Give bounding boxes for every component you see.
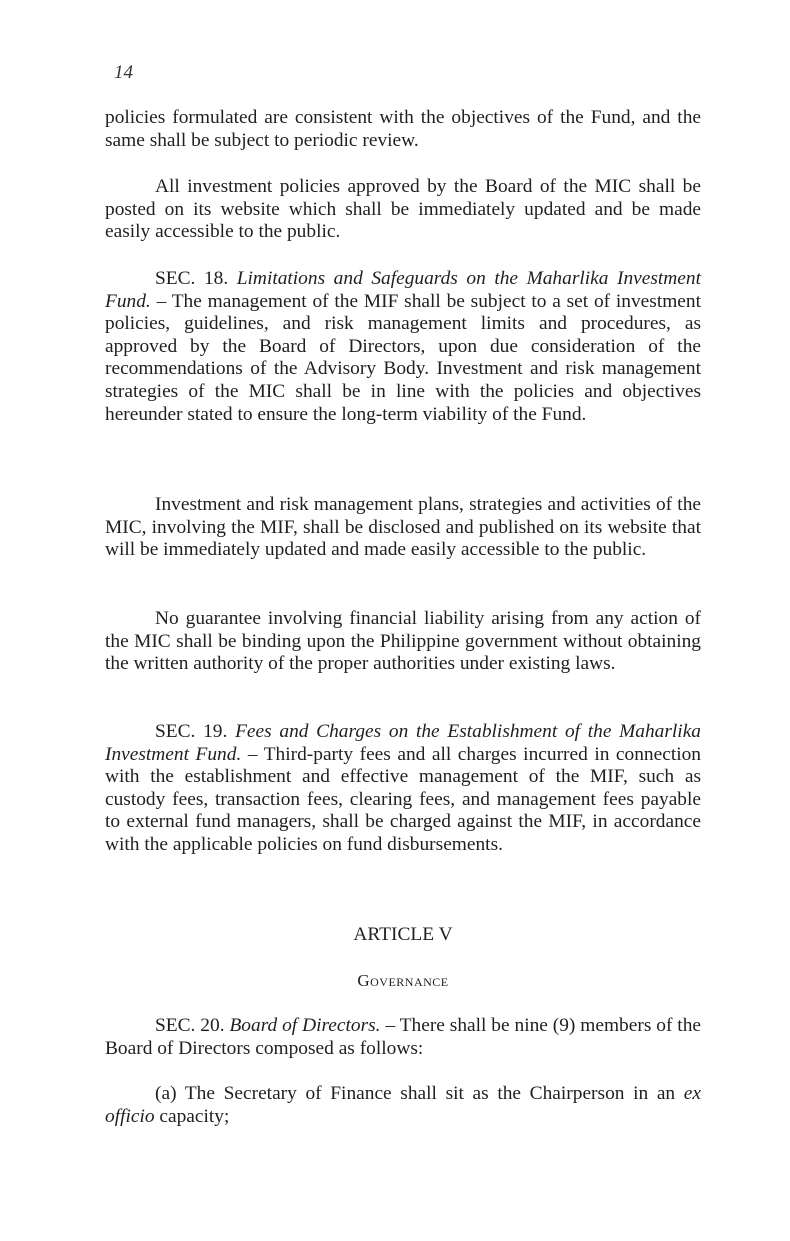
section-19-label: SEC. 19. bbox=[155, 721, 228, 742]
section-19-title: Fees and Charges on the Establishment of the Maharlika Investment Fund. bbox=[105, 721, 701, 765]
section-20 bbox=[105, 1015, 701, 1060]
section-20-label: SEC. 20. bbox=[155, 1015, 225, 1036]
paragraph-continuation: policies formulated are consistent with the objectives of the Fund, and the same shall be subject to periodic review. bbox=[105, 107, 701, 151]
list-item-a-text-end: capacity; bbox=[154, 1105, 230, 1127]
paragraph-guarantee: No guarantee involving financial liability arising from any action of the MIC shall be binding upon the Philippine government without obtaining the written authority of the proper authorities under existing laws. bbox=[105, 608, 701, 675]
page-number: 14 bbox=[114, 62, 133, 83]
section-19-body: – Third-party fees and all charges incurred in connection with the establishment and effective management of the MIF, such as custody fees, transaction fees, clearing fees, and management fees payable to external fund managers, shall be charged against the MIF, in accordance with the applicable policies on fund disbursements. bbox=[105, 743, 701, 855]
article-subheading: Governance bbox=[357, 971, 449, 990]
article-heading: ARTICLE V bbox=[353, 924, 453, 945]
section-19 bbox=[105, 721, 701, 857]
section-20-body: – There shall be nine (9) members of the Board of Directors composed as follows: bbox=[105, 1015, 701, 1059]
list-item-a-text: The Secretary of Finance shall sit as the Chairperson in an bbox=[176, 1083, 684, 1104]
list-item-a-marker: (a) bbox=[155, 1083, 177, 1104]
paragraph-investment-policies: All investment policies approved by the Board of the MIC shall be posted on its website which shall be immediately updated and be made easily accessible to the public. bbox=[105, 176, 701, 243]
section-18-label: SEC. 18. bbox=[155, 268, 229, 289]
section-18-title: Limitations and Safeguards on the Maharlika Investment Fund. bbox=[105, 268, 701, 312]
paragraph-disclosure: Investment and risk management plans, strategies and activities of the MIC, involving the MIF, shall be disclosed and published on its website that will be immediately updated and made easily accessible to the public. bbox=[105, 494, 701, 561]
section-18 bbox=[105, 268, 701, 426]
list-item-a bbox=[105, 1083, 701, 1128]
section-18-body: – The management of the MIF shall be subject to a set of investment policies, guidelines, and risk management limits and procedures, as approved by the Board of Directors, upon due consideration of the recommendations of the Advisory Body. Investment and risk management strategies of the MIC shall be in line with the policies and objectives hereunder stated to ensure the long-term viability of the Fund. bbox=[105, 290, 701, 425]
list-item-a-italic: ex officio bbox=[105, 1083, 701, 1127]
section-20-title: Board of Directors. bbox=[229, 1015, 381, 1036]
